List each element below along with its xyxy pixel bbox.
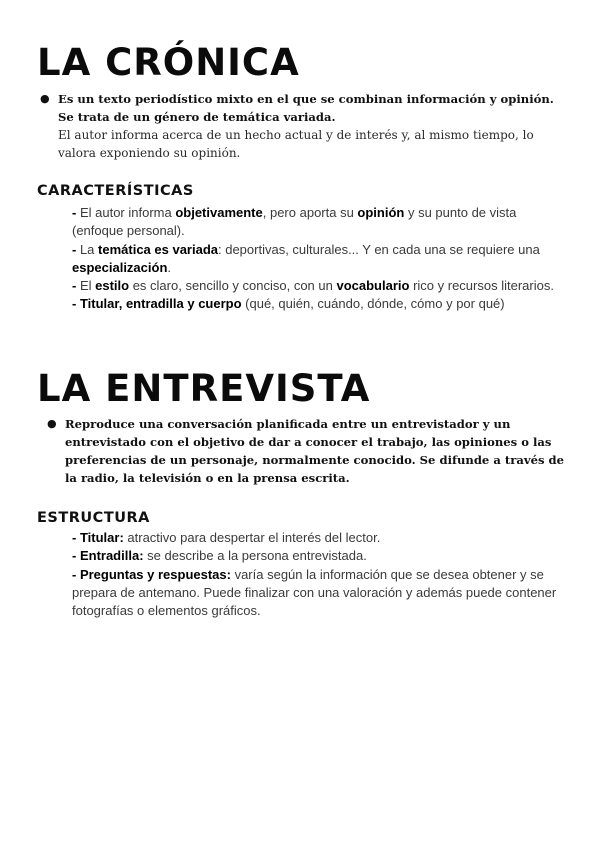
cronica-definition <box>40 90 560 162</box>
list-item: - Preguntas y respuestas: varía según la información que se desea obtener y se prepara de antemano. Puede finalizar con una valoración y además puede contener fotografías o elementos gráficos. <box>72 566 557 619</box>
list-item: - La temática es variada: deportivas, culturales... Y en cada una se requiere una especialización. <box>72 241 540 275</box>
list-item: - Titular, entradilla y cuerpo (qué, quién, cuándo, dónde, cómo y por qué) <box>72 296 505 312</box>
entrevista-definition <box>47 415 572 487</box>
cronica-definition-bold: Es un texto periodístico mixto en el que se combinan información y opinión. Se trata de un género de temática variada. <box>58 92 554 124</box>
bullet-icon: ● <box>40 92 50 105</box>
caracteristicas-heading: CARACTERÍSTICAS <box>37 183 194 199</box>
caracteristicas-list <box>72 204 562 314</box>
entrevista-definition-bold: Reproduce una conversación planificada entre un entrevistador y un entrevistado con el objetivo de dar a conocer el trabajo, las opiniones o las preferencias de un personaje, normalmente conocido. Se difunde a través de la radio, la televisión o en la prensa escrita. <box>65 417 565 485</box>
cronica-title: LA CRÓNICA <box>37 41 300 84</box>
list-item: - El estilo es claro, sencillo y conciso, con un vocabulario rico y recursos literarios. <box>72 278 554 294</box>
entrevista-title: LA ENTREVISTA <box>37 367 371 410</box>
bullet-icon: ● <box>47 417 57 430</box>
list-item: - Titular: atractivo para despertar el interés del lector. <box>72 530 381 545</box>
estructura-heading: ESTRUCTURA <box>37 510 150 526</box>
estructura-list <box>72 529 562 620</box>
list-item: - El autor informa objetivamente, pero aporta su opinión y su punto de vista (enfoque personal). <box>72 205 517 239</box>
list-item: - Entradilla: se describe a la persona entrevistada. <box>72 548 367 564</box>
cronica-definition-text: El autor informa acerca de un hecho actual y de interés y, al mismo tiempo, lo valora exponiendo su opinión. <box>58 128 534 160</box>
